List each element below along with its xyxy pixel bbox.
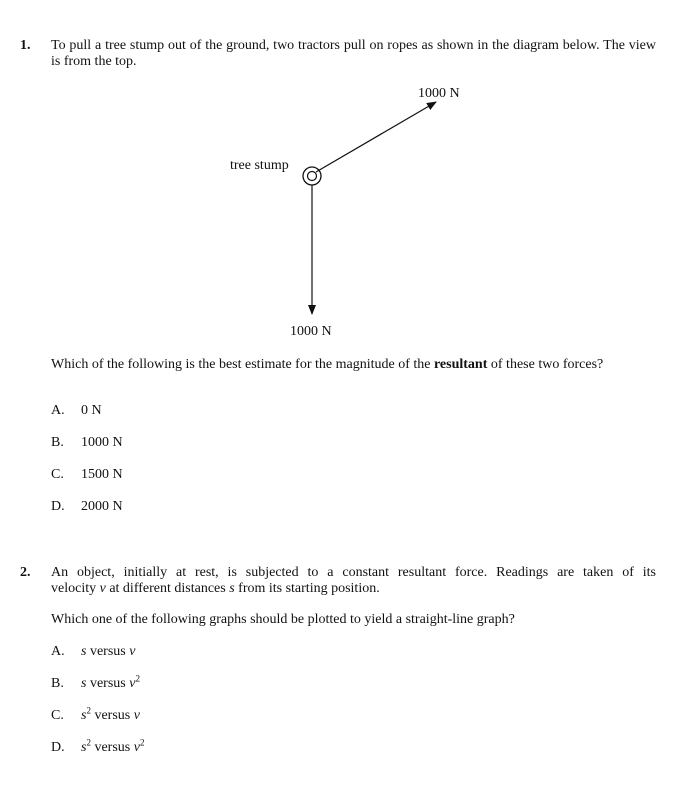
q2-number: 2. [20,565,31,580]
stump-label: tree stump [230,158,289,173]
q1-force-diagram [0,0,685,345]
resultant-emphasis: resultant [433,357,488,372]
q2-question: Which one of the following graphs should be plotted to yield a straight-line graph? [51,612,515,627]
q1-number: 1. [20,38,31,53]
stump-inner-ring [308,172,317,181]
q2-stem-line2: velocity v at different distances s from its starting position. [51,581,380,596]
q1-question: Which of the following is the best estimate for the magnitude of the resultant of these two forces? [51,357,604,372]
var-s: s [229,581,235,596]
q1-stem: To pull a tree stump out of the ground, two tractors pull on ropes as shown in the diagram below. The view is from the top. [51,38,656,69]
force-arrow-upper [316,102,436,172]
force-lower-label: 1000 N [290,324,332,339]
force-upper-label: 1000 N [418,86,460,101]
q2-stem-line1: An object, initially at rest, is subjected to a constant resultant force. Readings are taken of its [51,565,656,580]
stump-outer-ring [303,167,321,185]
var-v: v [99,581,106,596]
